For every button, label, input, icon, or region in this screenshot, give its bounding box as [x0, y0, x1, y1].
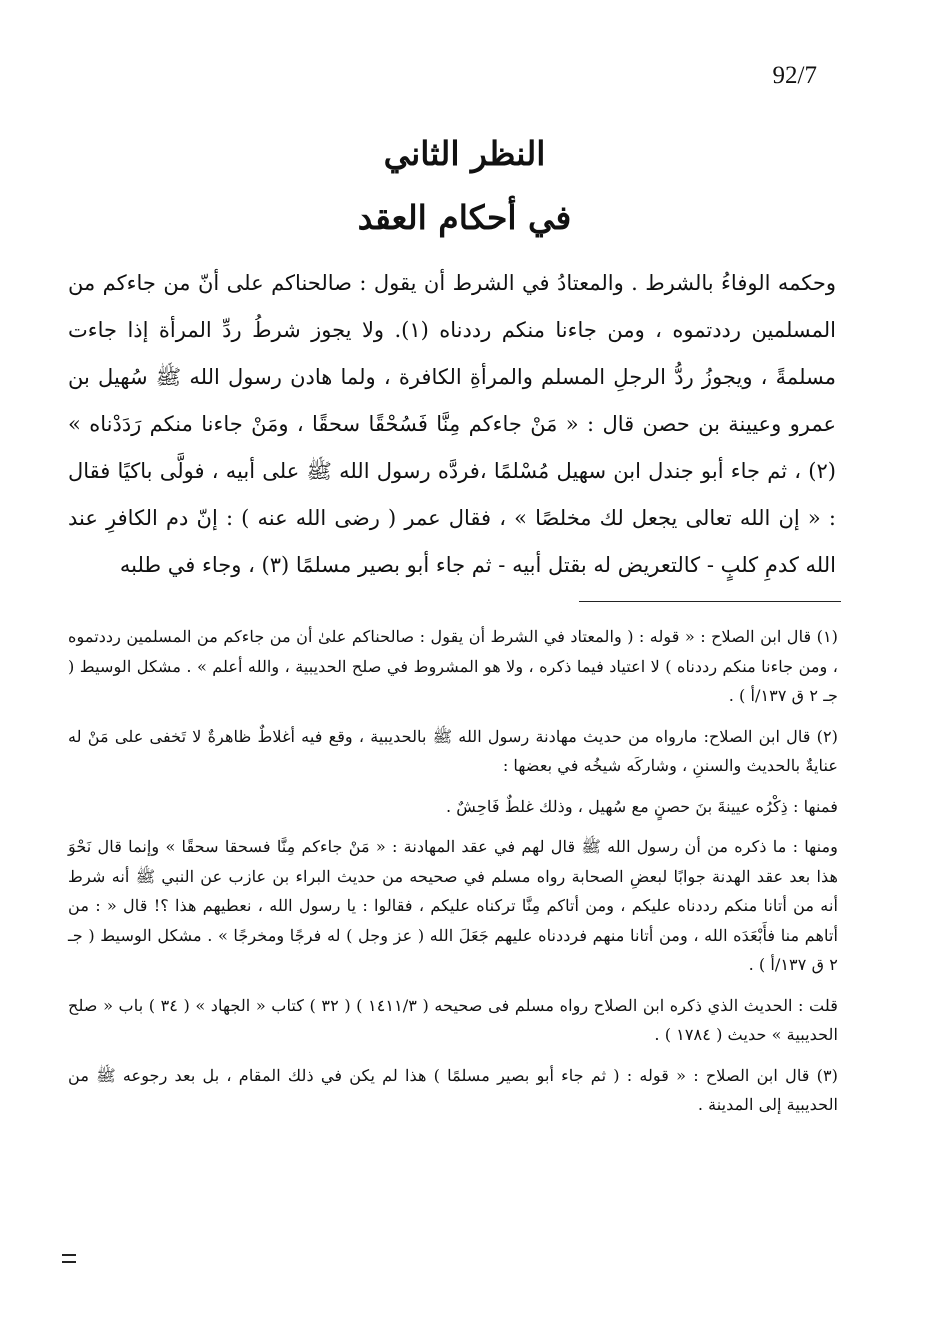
- footnote-2-point-2: ومنها : ما ذكره من أن رسول الله ﷺ قال لهم في عقد المهادنة : « مَنْ جاءكم مِنَّا فسحقا سحقًا » وإنما قال نَحْوَ هذا بعد عقد الهدنة جوابًا لبعضِ الصحابة رواه مسلم في صحيحه من حديث البراء بن عازب عن النبي ﷺ أنه شرط أنه من أتانا منكم رددناه عليكم ، ومن أتاكم مِنَّا تركناه عليكم ، فقالوا : يا رسول الله ، نعطيهم هذا ؟! قال « : من أتاهم منا فأَبْعَدَه الله ، ومن أتانا منهم فرددناه عليهم جَعَلَ الله ( عز وجل ) له فرجًا ومخرجًا » . مشكل الوسيط ( جـ ٢ ق ١٣٧/أ ) .: [68, 837, 838, 974]
- page-end-mark: [62, 1254, 76, 1263]
- footnote-3: (٣) قال ابن الصلاح : « قوله : ( ثم جاء أبو بصير مسلمًا ) هذا لم يكن في ذلك المقام ، بل بعد رجوعه ﷺ من الحديبية إلى المدينة .: [68, 1065, 838, 1114]
- section-title: النظر الثاني: [383, 134, 546, 173]
- page-number: 92/7: [772, 62, 817, 89]
- footnotes: [68, 622, 838, 1131]
- section-subtitle: في أحكام العقد: [357, 198, 572, 237]
- footnote-separator: [579, 601, 841, 602]
- footnote-2-point-1: فمنها : ذِكْرُه عيينةَ بنَ حصنٍ مع سُهيل ، وذلك غلطٌ فَاحِشٌ .: [445, 796, 838, 816]
- footnote-1: (١) قال ابن الصلاح : « قوله : ( والمعتاد في الشرط أن يقول : صالحناكم علىٰ أن من جاءكم من المسلمين رددتموه ، ومن جاءنا منكم رددناه ) لا اعتياد فيما ذكره ، ولا هو المشروط في صلح الحديبية ، والله أعلم » . مشكل الوسيط ( جـ ٢ ق ١٣٧/أ ) .: [68, 627, 838, 705]
- footnote-2-editor-note: قلت : الحديث الذي ذكره ابن الصلاح رواه مسلم فى صحيحه ( ١٤١١/٣ ) ( ٣٢ ) كتاب « الجهاد » ( ٣٤ ) باب « صلح الحديبية » حديث ( ١٧٨٤ ) .: [68, 995, 839, 1044]
- main-text: وحكمه الوفاءُ بالشرط . والمعتادُ في الشرط أن يقول : صالحناكم على أنّ من جاءكم من المسلمين رددتموه ، ومن جاءنا منكم رددناه (١). ولا يجوز شرطُ ردِّ المرأة إذا جاءت مسلمةً ، ويجوزُ ردُّ الرجلِ المسلم والمرأةِ الكافرة ، ولما هادن رسول الله ﷺ سُهيل بن عمرو وعيينة بن حصن قال : « مَنْ جاءكم مِنَّا فَسُحْقًا سحقًا ، ومَنْ جاءنا منكم رَدَدْناه » (٢) ، ثم جاء أبو جندل ابن سهيل مُسْلمًا ،فردَّه رسول الله ﷺ على أبيه ، فولَّى باكيًا فقال : « إن الله تعالى يجعل لك مخلصًا » ، فقال عمر ( رضى الله عنه ) : إنّ دم الكافرِ عند الله كدمِ كلبٍ - كالتعريض له بقتل أبيه - ثم جاء أبو بصير مسلمًا (٣) ، وجاء في طلبه: [68, 271, 836, 577]
- footnote-2: (٢) قال ابن الصلاح: مارواه من حديث مهادنة رسول الله ﷺ بالحديبية ، وقع فيه أغلاطٌ ظاهرةٌ لا تَخفى على مَنْ له عنايةٌ بالحديث والسننِ ، وشاركَه شيخُه في بعضها :: [68, 726, 838, 775]
